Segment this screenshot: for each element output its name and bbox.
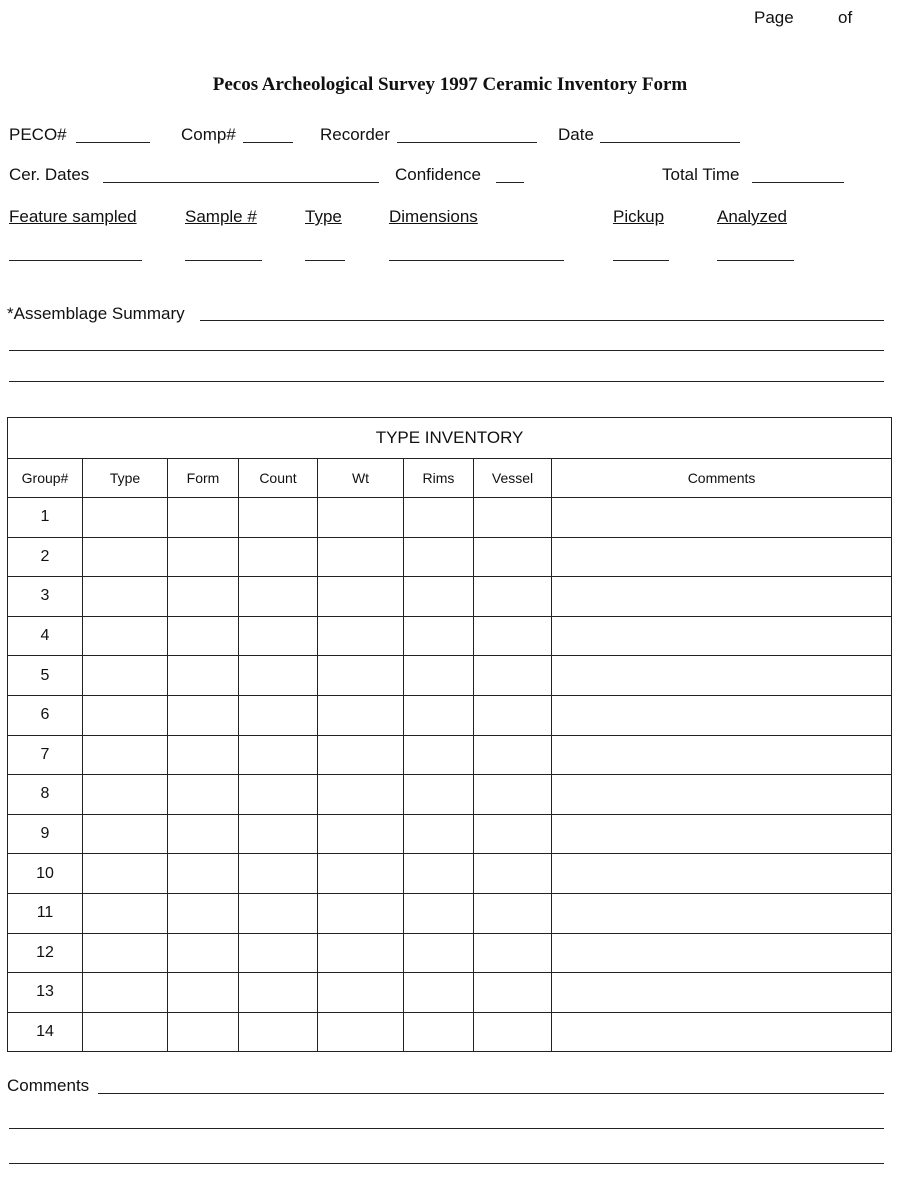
cer-dates-field[interactable] — [103, 182, 379, 183]
type-cell[interactable] — [83, 735, 168, 775]
vessel-cell[interactable] — [474, 775, 552, 815]
recorder-label: Recorder — [320, 125, 390, 144]
vessel-cell[interactable] — [474, 498, 552, 538]
table-row — [8, 893, 892, 933]
assemblage-summary-line-1[interactable] — [200, 320, 884, 321]
vessel-cell[interactable] — [474, 973, 552, 1013]
rims-cell[interactable] — [404, 775, 474, 815]
type-cell[interactable] — [83, 973, 168, 1013]
table-row — [8, 656, 892, 696]
group-number-cell: 2 — [8, 537, 83, 577]
rims-cell[interactable] — [404, 656, 474, 696]
wt-cell[interactable] — [318, 973, 404, 1013]
form-cell[interactable] — [168, 814, 239, 854]
sample-number-header: Sample # — [185, 207, 257, 226]
column-header-group: Group# — [8, 459, 83, 498]
form-cell[interactable] — [168, 775, 239, 815]
vessel-cell[interactable] — [474, 616, 552, 656]
assemblage-summary-line-2[interactable] — [9, 350, 884, 351]
count-cell[interactable] — [239, 656, 318, 696]
dimensions-field[interactable] — [389, 260, 564, 261]
confidence-label: Confidence — [395, 165, 482, 184]
vessel-cell[interactable] — [474, 893, 552, 933]
column-header-rims: Rims — [404, 459, 474, 498]
group-number-cell: 13 — [8, 973, 83, 1013]
count-cell[interactable] — [239, 775, 318, 815]
type-inventory-body — [8, 498, 892, 1052]
count-cell[interactable] — [239, 973, 318, 1013]
column-header-vessel: Vessel — [474, 459, 552, 498]
assemblage-summary-line-3[interactable] — [9, 381, 884, 382]
count-cell[interactable] — [239, 735, 318, 775]
comments-label: Comments — [7, 1076, 90, 1095]
rims-cell[interactable] — [404, 814, 474, 854]
type-cell[interactable] — [83, 498, 168, 538]
wt-cell[interactable] — [318, 537, 404, 577]
form-cell[interactable] — [168, 933, 239, 973]
form-cell[interactable] — [168, 695, 239, 735]
group-number-cell: 14 — [8, 1012, 83, 1052]
count-cell[interactable] — [239, 577, 318, 617]
comments-cell[interactable] — [552, 498, 892, 538]
type-cell[interactable] — [83, 616, 168, 656]
vessel-cell[interactable] — [474, 814, 552, 854]
pickup-field[interactable] — [613, 260, 669, 261]
type-cell[interactable] — [83, 775, 168, 815]
vessel-cell[interactable] — [474, 537, 552, 577]
table-row — [8, 616, 892, 656]
table-row — [8, 775, 892, 815]
group-number-cell: 9 — [8, 814, 83, 854]
date-label: Date — [558, 125, 594, 144]
group-number-cell: 12 — [8, 933, 83, 973]
form-cell[interactable] — [168, 616, 239, 656]
type-cell[interactable] — [83, 814, 168, 854]
table-row — [8, 854, 892, 894]
type-cell[interactable] — [83, 656, 168, 696]
type-cell[interactable] — [83, 695, 168, 735]
column-header-comments: Comments — [552, 459, 892, 498]
vessel-cell[interactable] — [474, 577, 552, 617]
group-number-cell: 8 — [8, 775, 83, 815]
rims-cell[interactable] — [404, 893, 474, 933]
peco-field[interactable] — [76, 142, 150, 143]
table-row — [8, 577, 892, 617]
wt-cell[interactable] — [318, 854, 404, 894]
group-number-cell: 11 — [8, 893, 83, 933]
rims-cell[interactable] — [404, 695, 474, 735]
form-cell[interactable] — [168, 854, 239, 894]
count-cell[interactable] — [239, 814, 318, 854]
comments-cell[interactable] — [552, 735, 892, 775]
sample-number-field[interactable] — [185, 260, 262, 261]
column-header-count: Count — [239, 459, 318, 498]
rims-cell[interactable] — [404, 1012, 474, 1052]
comments-cell[interactable] — [552, 695, 892, 735]
rims-cell[interactable] — [404, 854, 474, 894]
wt-cell[interactable] — [318, 577, 404, 617]
comments-line-2[interactable] — [9, 1128, 884, 1129]
total-time-field[interactable] — [752, 182, 844, 183]
comments-cell[interactable] — [552, 775, 892, 815]
wt-cell[interactable] — [318, 616, 404, 656]
group-number-cell: 10 — [8, 854, 83, 894]
total-time-label: Total Time — [662, 165, 740, 184]
table-row — [8, 1012, 892, 1052]
form-cell[interactable] — [168, 537, 239, 577]
count-cell[interactable] — [239, 537, 318, 577]
comments-cell[interactable] — [552, 814, 892, 854]
group-number-cell: 3 — [8, 577, 83, 617]
rims-cell[interactable] — [404, 537, 474, 577]
comp-label: Comp# — [181, 125, 236, 144]
vessel-cell[interactable] — [474, 1012, 552, 1052]
vessel-cell[interactable] — [474, 854, 552, 894]
peco-label: PECO# — [9, 125, 67, 144]
cer-dates-label: Cer. Dates — [9, 165, 90, 184]
comments-cell[interactable] — [552, 893, 892, 933]
table-row — [8, 537, 892, 577]
type-cell[interactable] — [83, 1012, 168, 1052]
comments-cell[interactable] — [552, 577, 892, 617]
rims-cell[interactable] — [404, 498, 474, 538]
wt-cell[interactable] — [318, 1012, 404, 1052]
group-number-cell: 4 — [8, 616, 83, 656]
column-header-type: Type — [83, 459, 168, 498]
table-row — [8, 814, 892, 854]
form-cell[interactable] — [168, 656, 239, 696]
type-header: Type — [305, 207, 342, 226]
page-of-label: of — [838, 8, 853, 27]
group-number-cell: 6 — [8, 695, 83, 735]
form-cell[interactable] — [168, 973, 239, 1013]
date-field[interactable] — [600, 142, 740, 143]
pickup-header: Pickup — [613, 207, 665, 226]
type-cell[interactable] — [83, 933, 168, 973]
dimensions-header: Dimensions — [389, 207, 478, 226]
vessel-cell[interactable] — [474, 735, 552, 775]
count-cell[interactable] — [239, 1012, 318, 1052]
count-cell[interactable] — [239, 616, 318, 656]
comments-cell[interactable] — [552, 973, 892, 1013]
page-label: Page — [754, 8, 794, 27]
comments-cell[interactable] — [552, 616, 892, 656]
rims-cell[interactable] — [404, 973, 474, 1013]
type-inventory-title: TYPE INVENTORY — [8, 418, 892, 459]
recorder-field[interactable] — [397, 142, 537, 143]
comments-cell[interactable] — [552, 656, 892, 696]
comments-cell[interactable] — [552, 1012, 892, 1052]
form-cell[interactable] — [168, 893, 239, 933]
group-number-cell: 1 — [8, 498, 83, 538]
wt-cell[interactable] — [318, 775, 404, 815]
form-cell[interactable] — [168, 1012, 239, 1052]
rims-cell[interactable] — [404, 577, 474, 617]
wt-cell[interactable] — [318, 498, 404, 538]
comments-line-1[interactable] — [98, 1093, 884, 1094]
rims-cell[interactable] — [404, 616, 474, 656]
table-row — [8, 933, 892, 973]
count-cell[interactable] — [239, 933, 318, 973]
comments-cell[interactable] — [552, 933, 892, 973]
table-row — [8, 735, 892, 775]
rims-cell[interactable] — [404, 735, 474, 775]
type-cell[interactable] — [83, 893, 168, 933]
wt-cell[interactable] — [318, 735, 404, 775]
wt-cell[interactable] — [318, 893, 404, 933]
comp-field[interactable] — [243, 142, 293, 143]
table-row — [8, 973, 892, 1013]
form-cell[interactable] — [168, 735, 239, 775]
rims-cell[interactable] — [404, 933, 474, 973]
feature-sampled-field[interactable] — [9, 260, 142, 261]
type-field[interactable] — [305, 260, 345, 261]
confidence-field[interactable] — [496, 182, 524, 183]
wt-cell[interactable] — [318, 656, 404, 696]
group-number-cell: 5 — [8, 656, 83, 696]
vessel-cell[interactable] — [474, 656, 552, 696]
comments-cell[interactable] — [552, 854, 892, 894]
form-cell[interactable] — [168, 577, 239, 617]
assemblage-summary-label: *Assemblage Summary — [7, 304, 185, 323]
comments-cell[interactable] — [552, 537, 892, 577]
feature-sampled-header: Feature sampled — [9, 207, 137, 226]
type-inventory-table — [7, 417, 892, 1052]
type-cell[interactable] — [83, 537, 168, 577]
table-row — [8, 498, 892, 538]
column-header-form: Form — [168, 459, 239, 498]
form-title: Pecos Archeological Survey 1997 Ceramic Inventory Form — [212, 74, 688, 95]
table-row — [8, 695, 892, 735]
wt-cell[interactable] — [318, 695, 404, 735]
wt-cell[interactable] — [318, 814, 404, 854]
count-cell[interactable] — [239, 695, 318, 735]
type-cell[interactable] — [83, 854, 168, 894]
group-number-cell: 7 — [8, 735, 83, 775]
count-cell[interactable] — [239, 498, 318, 538]
vessel-cell[interactable] — [474, 695, 552, 735]
count-cell[interactable] — [239, 893, 318, 933]
form-cell[interactable] — [168, 498, 239, 538]
wt-cell[interactable] — [318, 933, 404, 973]
analyzed-header: Analyzed — [717, 207, 787, 226]
vessel-cell[interactable] — [474, 933, 552, 973]
analyzed-field[interactable] — [717, 260, 794, 261]
column-header-wt: Wt — [318, 459, 404, 498]
comments-line-3[interactable] — [9, 1163, 884, 1164]
type-cell[interactable] — [83, 577, 168, 617]
count-cell[interactable] — [239, 854, 318, 894]
